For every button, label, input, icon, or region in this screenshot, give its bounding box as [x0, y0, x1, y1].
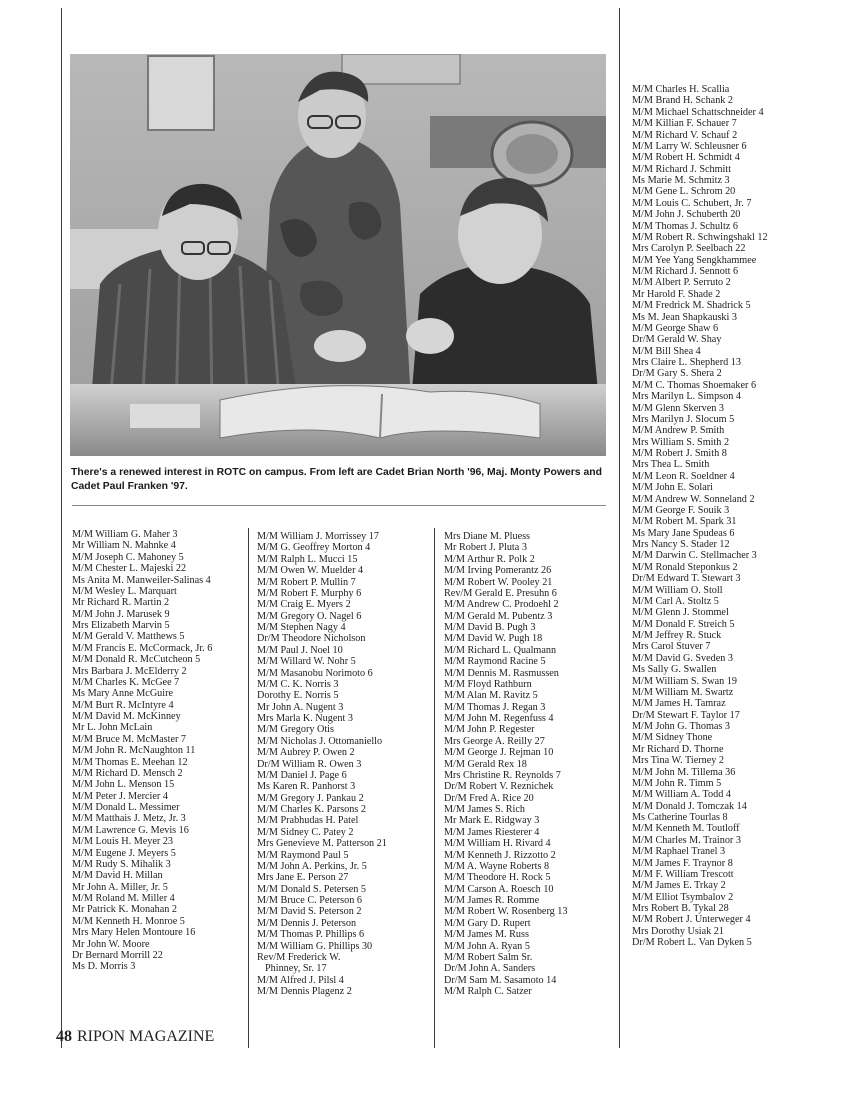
donor-entry: M/M William M. Swartz	[632, 686, 734, 698]
donor-entry: M/M John M. Regenfuss 4	[444, 713, 554, 724]
donor-entry: Mrs Carol Stuver 7	[632, 641, 711, 653]
donor-entry: M/M Robert W. Pooley 21	[444, 576, 553, 588]
donor-entry: M/M Thomas J. Regan 3	[444, 701, 546, 713]
donor-entry: M/M Chester L. Majeski 22	[72, 563, 187, 575]
donor-entry: M/M Charles K. Parsons 2	[257, 804, 366, 815]
donor-entry: Mr William N. Mahnke 4	[72, 540, 176, 552]
donor-entry: Ms Mary Jane Spudeas 6	[632, 527, 735, 539]
page-footer	[56, 1027, 214, 1047]
donor-entry: M/M Rudy S. Mihalik 3	[72, 858, 171, 870]
donor-entry: M/M Michael Schattschneider 4	[632, 106, 764, 118]
donor-entry: M/M Lawrence G. Mevis 16	[72, 824, 189, 836]
donor-entry: M/M James F. Traynor 8	[632, 857, 733, 869]
donor-entry: Mr L. John McLain	[72, 722, 153, 734]
donor-entry: M/M Arthur R. Polk 2	[444, 553, 535, 565]
caption-rule	[72, 505, 606, 506]
donor-entry: M/M Robert H. Schmidt 4	[632, 152, 740, 164]
donor-entry: Mr Mark E. Ridgway 3	[444, 815, 540, 827]
donor-entry: M/M F. William Trescott	[632, 868, 734, 880]
donor-entry: M/M John A. Perkins, Jr. 5	[257, 860, 367, 872]
donor-column-3	[444, 531, 612, 997]
magazine-name: RIPON MAGAZINE	[77, 1028, 215, 1045]
donor-entry: M/M James Riesterer 4	[444, 826, 540, 838]
donor-entry: M/M Robert J. Smith 8	[632, 448, 727, 459]
donor-entry: M/M William J. Morrissey 17	[257, 531, 379, 542]
donor-entry: M/M Thomas P. Phillips 6	[257, 929, 365, 941]
donor-entry: M/M John L. Menson 15	[72, 779, 175, 791]
donor-entry: M/M Robert J. Unterweger 4	[632, 914, 751, 926]
donor-entry: M/M Thomas J. Schultz 6	[632, 220, 738, 232]
donor-entry: M/M Thomas E. Meehan 12	[72, 756, 188, 768]
donor-entry: M/M Roland M. Miller 4	[72, 893, 175, 904]
donor-entry: M/M Craig E. Myers 2	[257, 599, 351, 611]
donor-entry: Rev/M Gerald E. Presuhn 6	[444, 587, 557, 599]
donor-entry: Mr Richard R. Martin 2	[72, 597, 170, 609]
donor-entry: Mrs Claire L. Shepherd 13	[632, 357, 741, 368]
donor-entry: M/M Kenneth H. Monroe 5	[72, 915, 185, 927]
donor-entry: Mrs Marilyn J. Slocum 5	[632, 413, 735, 425]
donor-entry: Mrs Elizabeth Marvin 5	[72, 620, 170, 631]
donor-entry: M/M Richard L. Qualmann	[444, 644, 557, 656]
donor-entry: M/M John G. Thomas 3	[632, 721, 731, 732]
donor-entry: M/M Robert M. Spark 31	[632, 516, 737, 528]
donor-entry: M/M Yee Yang Sengkhammee	[632, 254, 757, 266]
donor-entry: Mrs Mary Helen Montoure 16	[72, 927, 196, 939]
donor-entry: M/M George J. Rejman 10	[444, 747, 554, 759]
donor-entry: M/M William A. Todd 4	[632, 789, 731, 801]
donor-entry: Dr Bernard Morrill 22	[72, 949, 163, 961]
donor-entry: Mrs Jane E. Person 27	[257, 872, 349, 884]
donor-entry: Mrs Marla K. Nugent 3	[257, 713, 353, 724]
donor-entry: M/M Charles K. McGee 7	[72, 676, 180, 688]
donor-entry: M/M Gene L. Schrom 20	[632, 186, 736, 198]
donor-entry: M/M Stephen Nagy 4	[257, 622, 346, 633]
donor-entry: M/M C. Thomas Shoemaker 6	[632, 379, 757, 391]
donor-entry: Mrs Christine R. Reynolds 7	[444, 769, 561, 781]
page-number: 48	[56, 1028, 72, 1045]
donor-entry: M/M John A. Ryan 5	[444, 940, 530, 952]
donor-entry: M/M Bill Shea 4	[632, 345, 701, 357]
donor-entry: M/M Gerald Rex 18	[444, 758, 527, 770]
donor-entry: Rev/M Frederick W.	[257, 951, 341, 963]
donor-entry: M/M C. K. Norris 3	[257, 678, 339, 690]
donor-entry: Mrs Thea L. Smith	[632, 459, 710, 471]
donor-entry: M/M Louis C. Schubert, Jr. 7	[632, 197, 752, 209]
donor-entry: Ms Catherine Tourlas 8	[632, 812, 728, 823]
donor-entry: Dr/M William R. Owen 3	[257, 758, 362, 770]
donor-entry: M/M Glenn Skerven 3	[632, 402, 724, 414]
donor-entry: M/M Sidney Thone	[632, 732, 713, 744]
donor-entry: M/M Alan M. Ravitz 5	[444, 690, 538, 702]
donor-entry: Dr/M John A. Sanders	[444, 963, 536, 975]
donor-entry: M/M Donald S. Petersen 5	[257, 883, 366, 895]
donor-entry: Dr/M Gary S. Shera 2	[632, 368, 722, 380]
donor-entry: Dorothy E. Norris 5	[257, 690, 339, 702]
donor-entry: M/M Gerald V. Matthews 5	[72, 631, 185, 643]
donor-entry: Mr Robert J. Pluta 3	[444, 542, 527, 554]
donor-entry: Ms M. Jean Shapkauski 3	[632, 311, 737, 323]
donor-entry: M/M Andrew P. Smith	[632, 425, 725, 437]
donor-entry: M/M Masanobu Norimoto 6	[257, 667, 373, 679]
donor-entry: M/M John E. Solari	[632, 482, 713, 494]
donor-entry: Dr/M Robert L. Van Dyken 5	[632, 937, 752, 949]
donor-entry: M/M Carl A. Stoltz 5	[632, 595, 719, 607]
donor-entry: M/M Glenn J. Stommel	[632, 607, 729, 619]
donor-entry: M/M Killian F. Schauer 7	[632, 118, 737, 130]
donor-entry: Dr/M Edward T. Stewart 3	[632, 573, 741, 585]
donor-entry: M/M John J. Marusek 9	[72, 608, 170, 620]
donor-entry: M/M Larry W. Schleusner 6	[632, 140, 747, 152]
donor-entry: M/M David H. Millan	[72, 870, 163, 882]
donor-entry: M/M Carson A. Roesch 10	[444, 883, 554, 895]
donor-entry: M/M James H. Tamraz	[632, 698, 726, 710]
donor-entry: M/M Nicholas J. Ottomaniello	[257, 735, 383, 747]
rotc-photo	[70, 54, 606, 456]
donor-entry: M/M Donald F. Streich 5	[632, 618, 735, 630]
donor-entry: Ms Sally G. Swallen	[632, 664, 717, 676]
donor-entry: M/M Louis H. Meyer 23	[72, 836, 174, 848]
donor-entry: Mr Patrick K. Monahan 2	[72, 904, 177, 916]
photo-rotc-cadets-icon	[70, 54, 606, 456]
donor-entry: M/M John P. Regester	[444, 724, 535, 736]
donor-entry: M/M Alfred J. Pilsl 4	[257, 974, 344, 986]
donor-entry: M/M Donald R. McCutcheon 5	[72, 654, 201, 666]
photo-caption: There's a renewed interest in ROTC on campus. From left are Cadet Brian North '96, Maj. Monty Powers and Cadet Paul Franken '97.	[71, 467, 602, 492]
donor-entry: Mr John A. Nugent 3	[257, 701, 344, 713]
donor-entry: M/M Floyd Rathburn	[444, 678, 532, 690]
donor-entry: M/M Dennis Plagenz 2	[257, 986, 352, 997]
donor-entry: M/M George Shaw 6	[632, 322, 719, 334]
donor-entry: M/M Bruce C. Peterson 6	[257, 895, 362, 906]
donor-entry: M/M Elliot Tsymbalov 2	[632, 891, 734, 903]
donor-entry: M/M Sidney C. Patey 2	[257, 826, 354, 838]
donor-entry: M/M Wesley L. Marquart	[72, 585, 177, 597]
donor-entry: M/M Gary D. Rupert	[444, 917, 531, 929]
donor-entry: M/M Matthais J. Metz, Jr. 3	[72, 813, 186, 825]
page-rule-left	[61, 8, 62, 1048]
donor-entry: M/M Ronald Steponkus 2	[632, 561, 738, 573]
donor-entry: Mrs Robert B. Tykal 28	[632, 903, 729, 914]
donor-entry: M/M Robert R. Schwingshakl 12	[632, 231, 768, 243]
page-rule-right	[619, 8, 620, 1048]
donor-entry: M/M John M. Tillema 36	[632, 766, 736, 778]
donor-entry: Mrs Tina W. Tierney 2	[632, 755, 724, 767]
donor-entry: M/M Dennis J. Peterson	[257, 917, 357, 929]
donor-entry: M/M G. Geoffrey Morton 4	[257, 542, 371, 554]
donor-entry: M/M Prabhudas H. Patel	[257, 815, 359, 827]
donor-entry: Dr/M Stewart F. Taylor 17	[632, 709, 740, 721]
donor-entry: M/M Brand H. Schank 2	[632, 95, 734, 107]
donor-entry: M/M Leon R. Soeldner 4	[632, 470, 735, 482]
donor-entry: M/M Aubrey P. Owen 2	[257, 747, 355, 759]
donor-entry: Mrs Diane M. Pluess	[444, 531, 531, 542]
donor-entry: M/M William H. Rivard 4	[444, 838, 551, 850]
donor-entry: M/M Charles H. Scallia	[632, 84, 730, 95]
donor-entry: M/M Jeffrey R. Stuck	[632, 630, 722, 641]
donor-column-2	[257, 531, 429, 997]
donor-entry: M/M Robert F. Murphy 6	[257, 587, 362, 599]
donor-entry: M/M Raymond Paul 5	[257, 849, 349, 861]
donor-entry: M/M Kenneth M. Toutloff	[632, 823, 740, 835]
donor-entry: Ms Anita M. Manweiler-Salinas 4	[72, 574, 211, 586]
donor-entry: Mrs Dorothy Usiak 21	[632, 925, 724, 937]
donor-entry: Mrs William S. Smith 2	[632, 436, 730, 448]
donor-entry: M/M David B. Pugh 3	[444, 622, 536, 633]
donor-entry: M/M Richard J. Schmitt	[632, 163, 732, 175]
donor-entry: Mrs Barbara J. McElderry 2	[72, 665, 187, 677]
donor-entry: Dr/M Sam M. Sasamoto 14	[444, 974, 557, 986]
donor-entry: M/M Raphael Tranel 3	[632, 846, 726, 858]
column-rule-2	[434, 528, 435, 1048]
donor-entry: M/M Theodore H. Rock 5	[444, 872, 551, 884]
donor-entry: Mrs Marilyn L. Simpson 4	[632, 391, 741, 403]
column-rule-1	[248, 528, 249, 1048]
donor-entry: Ms Mary Anne McGuire	[72, 688, 174, 700]
donor-entry: M/M David S. Peterson 2	[257, 906, 362, 918]
donor-entry: M/M Darwin C. Stellmacher 3	[632, 550, 757, 562]
donor-entry: M/M Eugene J. Meyers 5	[72, 847, 176, 859]
donor-entry: M/M Andrew C. Prodoehl 2	[444, 599, 559, 611]
donor-entry: M/M Owen W. Muelder 4	[257, 565, 364, 577]
donor-entry: M/M James S. Rich	[444, 804, 525, 815]
donor-entry: M/M Robert Salm Sr.	[444, 951, 533, 963]
donor-entry: M/M James E. Trkay 2	[632, 880, 726, 892]
donor-entry: M/M Robert W. Rosenberg 13	[444, 906, 568, 918]
donor-entry: M/M Donald J. Tomczak 14	[632, 800, 747, 812]
donor-entry: Dr/M Theodore Nicholson	[257, 633, 366, 645]
donor-entry: Mrs Nancy S. Stader 12	[632, 539, 730, 550]
donor-entry: M/M William G. Phillips 30	[257, 940, 373, 952]
donor-entry: M/M Francis E. McCormack, Jr. 6	[72, 642, 213, 654]
donor-entry: M/M A. Wayne Roberts 8	[444, 860, 550, 872]
donor-entry: Ms Marie M. Schmitz 3	[632, 175, 730, 186]
donor-entry: M/M Raymond Racine 5	[444, 656, 546, 668]
donor-entry: M/M Dennis M. Rasmussen	[444, 667, 559, 679]
donor-entry: M/M Richard J. Sennott 6	[632, 266, 739, 277]
donor-entry: M/M William O. Stoll	[632, 584, 723, 596]
donor-entry: M/M John J. Schuberth 20	[632, 209, 741, 221]
donor-entry: M/M Ralph C. Satzer	[444, 986, 532, 997]
donor-entry: Mr John A. Miller, Jr. 5	[72, 881, 168, 893]
donor-column-4	[632, 84, 842, 949]
donor-entry: M/M Andrew W. Sonneland 2	[632, 493, 755, 505]
donor-entry: Mrs Carolyn P. Seelbach 22	[632, 243, 746, 255]
donor-entry: M/M John R. Timm 5	[632, 777, 722, 789]
donor-entry: M/M Bruce M. McMaster 7	[72, 733, 187, 745]
donor-entry: M/M Willard W. Nohr 5	[257, 656, 356, 668]
donor-entry: M/M David M. McKinney	[72, 711, 181, 722]
donor-entry: M/M Charles M. Trainor 3	[632, 834, 741, 846]
donor-entry: M/M James M. Russ	[444, 929, 529, 941]
donor-entry: Mr Harold F. Shade 2	[632, 288, 721, 300]
donor-entry: Dr/M Fred A. Rice 20	[444, 792, 534, 804]
donor-entry: M/M Richard D. Mensch 2	[72, 767, 183, 779]
donor-entry: Mr John W. Moore	[72, 938, 150, 950]
donor-entry: Ms Karen R. Panhorst 3	[257, 781, 356, 793]
donor-entry: M/M David W. Pugh 18	[444, 633, 543, 645]
donor-entry: M/M Robert P. Mullin 7	[257, 576, 356, 588]
donor-entry: M/M Irving Pomerantz 26	[444, 565, 552, 577]
donor-entry: Mrs George A. Reilly 27	[444, 735, 545, 747]
donor-entry: Ms D. Morris 3	[72, 961, 136, 973]
donor-entry: M/M George F. Souik 3	[632, 504, 730, 516]
donor-entry: M/M Richard V. Schauf 2	[632, 129, 738, 141]
donor-entry: M/M William G. Maher 3	[72, 529, 178, 540]
donor-entry: M/M Joseph C. Mahoney 5	[72, 551, 184, 563]
donor-entry: M/M Fredrick M. Shadrick 5	[632, 300, 751, 312]
donor-entry: M/M Kenneth J. Rizzotto 2	[444, 849, 556, 861]
donor-entry: M/M Burt R. McIntyre 4	[72, 699, 174, 711]
donor-entry: Dr/M Robert V. Reznichek	[444, 781, 554, 793]
donor-entry: M/M John R. McNaughton 11	[72, 745, 196, 757]
donor-column-1	[72, 529, 242, 973]
donor-entry: M/M Peter J. Mercier 4	[72, 790, 168, 802]
donor-entry: M/M Ralph L. Mucci 15	[257, 553, 358, 565]
donor-entry: M/M Daniel J. Page 6	[257, 769, 347, 781]
donor-entry: M/M Paul J. Noel 10	[257, 644, 343, 656]
donor-entry: Dr/M Gerald W. Shay	[632, 334, 722, 346]
donor-entry: M/M Gregory O. Nagel 6	[257, 610, 362, 622]
donor-entry: M/M James R. Romme	[444, 895, 540, 906]
donor-entry: Mrs Genevieve M. Patterson 21	[257, 838, 387, 850]
donor-entry: M/M Gregory J. Pankau 2	[257, 792, 364, 804]
donor-entry: Phinney, Sr. 17	[265, 963, 327, 975]
donor-entry: M/M William S. Swan 19	[632, 675, 737, 687]
donor-entry: Mr Richard D. Thorne	[632, 743, 724, 755]
donor-entry: M/M Donald L. Messimer	[72, 802, 180, 813]
donor-entry: M/M Gerald M. Pubentz 3	[444, 610, 553, 622]
donor-entry: M/M David G. Sveden 3	[632, 652, 734, 664]
donor-entry: M/M Gregory Otis	[257, 724, 334, 736]
donor-entry: M/M Albert P. Serruto 2	[632, 277, 731, 289]
